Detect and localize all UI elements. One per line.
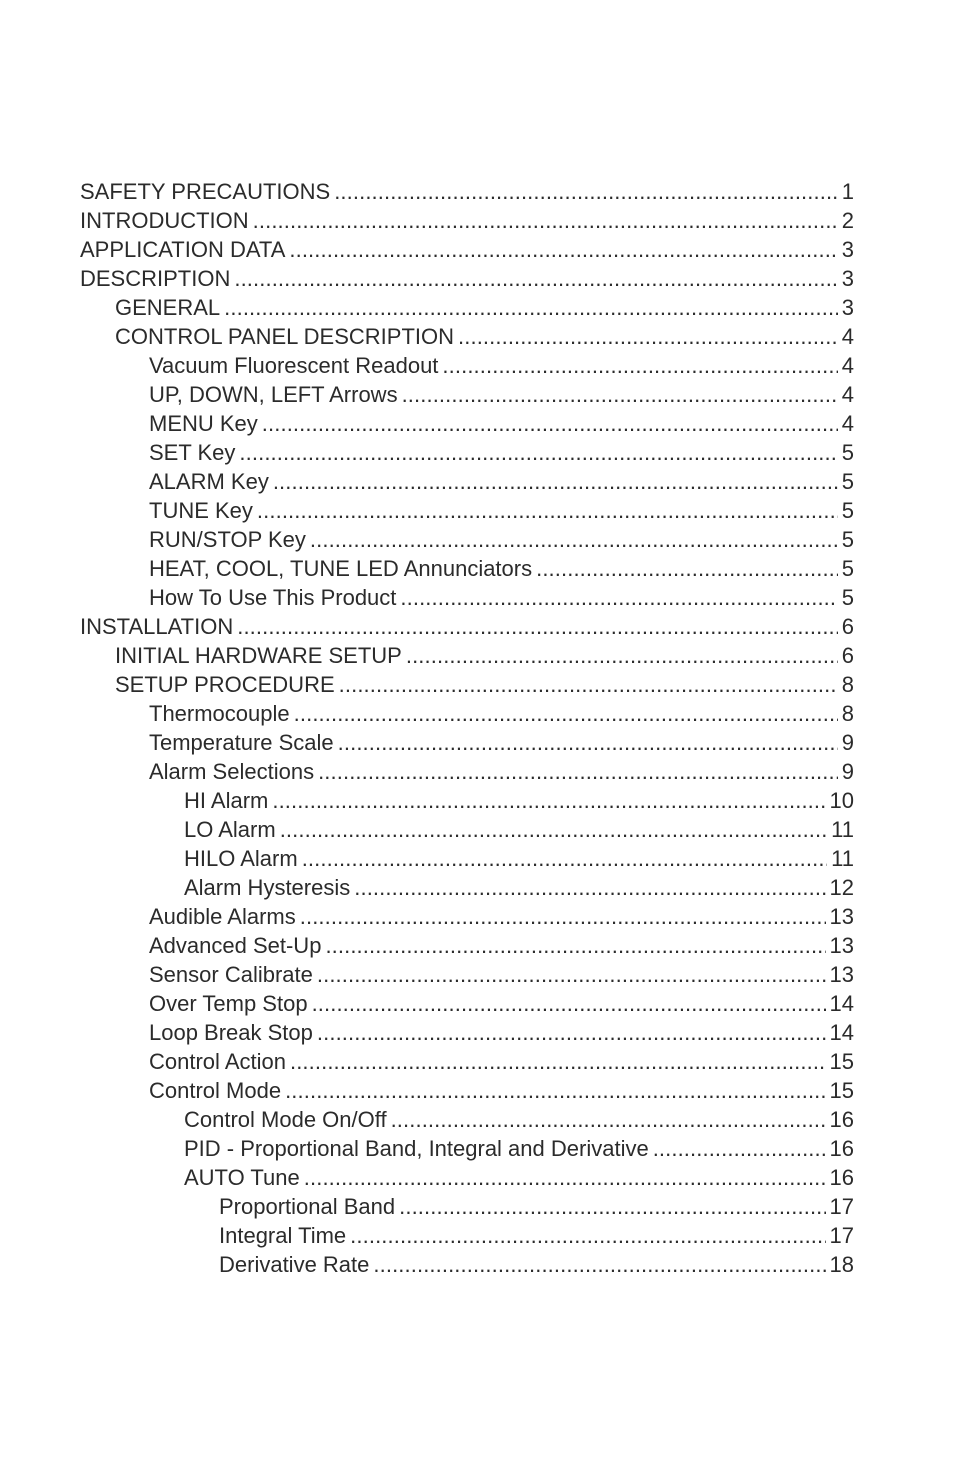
toc-entry-title: LO Alarm: [184, 817, 276, 842]
toc-entry-title: Alarm Hysteresis: [184, 875, 351, 900]
toc-entry[interactable]: [80, 1192, 854, 1221]
toc-entry-title: GENERAL: [115, 295, 221, 320]
toc-entry-page-number: 5: [841, 469, 854, 494]
dot-leader: [285, 1076, 825, 1105]
toc-entry-title: HEAT, COOL, TUNE LED Annunciators: [149, 556, 533, 581]
toc-entry-title: SETUP PROCEDURE: [115, 672, 335, 697]
toc-entry-page-number: 4: [841, 353, 854, 378]
toc-entry-title: HI Alarm: [184, 788, 269, 813]
toc-entry-page-number: 4: [841, 324, 854, 349]
toc-entry[interactable]: [80, 728, 854, 757]
toc-entry-title: PID - Proportional Band, Integral and Derivative: [184, 1136, 649, 1161]
toc-entry-title: Sensor Calibrate: [149, 962, 313, 987]
toc-entry[interactable]: [80, 525, 854, 554]
toc-entry[interactable]: [80, 815, 854, 844]
dot-leader: [253, 206, 838, 235]
toc-entry-page-number: 11: [831, 846, 854, 871]
dot-leader: [536, 554, 838, 583]
toc-entry-title: CONTROL PANEL DESCRIPTION: [115, 324, 455, 349]
toc-entry-title: SET Key: [149, 440, 236, 465]
dot-leader: [280, 815, 827, 844]
toc-entry-page-number: 8: [841, 672, 854, 697]
toc-entry-title: APPLICATION DATA: [80, 237, 286, 262]
toc-entry-page-number: 16: [829, 1107, 854, 1132]
toc-entry-page-number: 14: [829, 1020, 854, 1045]
dot-leader: [354, 873, 825, 902]
dot-leader: [391, 1105, 826, 1134]
toc-entry[interactable]: [80, 699, 854, 728]
toc-entry-page-number: 9: [841, 730, 854, 755]
dot-leader: [458, 322, 838, 351]
toc-entry-page-number: 13: [829, 933, 854, 958]
toc-entry[interactable]: [80, 293, 854, 322]
toc-entry[interactable]: [80, 1163, 854, 1192]
dot-leader: [339, 670, 838, 699]
dot-leader: [399, 1192, 825, 1221]
toc-entry-page-number: 15: [829, 1049, 854, 1074]
toc-entry-page-number: 5: [841, 498, 854, 523]
dot-leader: [257, 496, 838, 525]
toc-entry-page-number: 5: [841, 527, 854, 552]
dot-leader: [272, 786, 825, 815]
toc-entry-page-number: 18: [829, 1252, 854, 1277]
dot-leader: [304, 1163, 826, 1192]
toc-entry-page-number: 10: [829, 788, 854, 813]
toc-entry[interactable]: [80, 496, 854, 525]
dot-leader: [653, 1134, 826, 1163]
toc-entry[interactable]: [80, 1018, 854, 1047]
toc-entry[interactable]: [80, 1047, 854, 1076]
dot-leader: [338, 728, 838, 757]
toc-entry-page-number: 11: [831, 817, 854, 842]
toc-entry-page-number: 13: [829, 904, 854, 929]
toc-entry[interactable]: [80, 931, 854, 960]
toc-entry-page-number: 15: [829, 1078, 854, 1103]
dot-leader: [406, 641, 838, 670]
dot-leader: [325, 931, 825, 960]
toc-entry[interactable]: [80, 438, 854, 467]
toc-entry-page-number: 5: [841, 440, 854, 465]
toc-entry[interactable]: [80, 467, 854, 496]
toc-entry-page-number: 8: [841, 701, 854, 726]
toc-entry[interactable]: [80, 380, 854, 409]
dot-leader: [302, 844, 827, 873]
toc-entry-title: SAFETY PRECAUTIONS: [80, 179, 331, 204]
toc-entry[interactable]: [80, 989, 854, 1018]
toc-entry-title: Temperature Scale: [149, 730, 334, 755]
toc-entry-title: TUNE Key: [149, 498, 253, 523]
dot-leader: [400, 583, 837, 612]
toc-entry[interactable]: [80, 960, 854, 989]
toc-entry-page-number: 13: [829, 962, 854, 987]
toc-entry-page-number: 4: [841, 382, 854, 407]
dot-leader: [273, 467, 838, 496]
toc-entry[interactable]: [80, 583, 854, 612]
toc-entry-title: INTRODUCTION: [80, 208, 249, 233]
toc-entry-title: Integral Time: [219, 1223, 347, 1248]
dot-leader: [234, 264, 837, 293]
toc-entry[interactable]: [80, 757, 854, 786]
toc-entry[interactable]: [80, 612, 854, 641]
toc-entry[interactable]: [80, 235, 854, 264]
dot-leader: [289, 235, 837, 264]
dot-leader: [310, 525, 838, 554]
toc-entry-page-number: 16: [829, 1165, 854, 1190]
toc-entry[interactable]: [80, 1134, 854, 1163]
toc-entry-title: Derivative Rate: [219, 1252, 370, 1277]
toc-entry-title: Loop Break Stop: [149, 1020, 313, 1045]
toc-entry[interactable]: [80, 1076, 854, 1105]
toc-entry-title: INITIAL HARDWARE SETUP: [115, 643, 402, 668]
toc-entry-page-number: 16: [829, 1136, 854, 1161]
toc-entry-title: RUN/STOP Key: [149, 527, 306, 552]
toc-entry-title: HILO Alarm: [184, 846, 298, 871]
dot-leader: [294, 699, 838, 728]
dot-leader: [442, 351, 837, 380]
toc-entry-title: MENU Key: [149, 411, 258, 436]
toc-entry[interactable]: [80, 351, 854, 380]
toc-entry-page-number: 17: [829, 1223, 854, 1248]
toc-entry[interactable]: [80, 641, 854, 670]
toc-entry-page-number: 14: [829, 991, 854, 1016]
toc-entry-page-number: 1: [841, 179, 854, 204]
toc-entry-title: Audible Alarms: [149, 904, 296, 929]
dot-leader: [290, 1047, 826, 1076]
toc-entry-title: Over Temp Stop: [149, 991, 308, 1016]
dot-leader: [318, 757, 838, 786]
toc-entry[interactable]: [80, 322, 854, 351]
dot-leader: [262, 409, 838, 438]
toc-entry-page-number: 6: [841, 614, 854, 639]
toc-entry-page-number: 9: [841, 759, 854, 784]
toc-entry-title: How To Use This Product: [149, 585, 397, 610]
toc-entry-title: Control Mode On/Off: [184, 1107, 387, 1132]
toc-entry[interactable]: [80, 670, 854, 699]
dot-leader: [317, 1018, 826, 1047]
dot-leader: [350, 1221, 825, 1250]
dot-leader: [312, 989, 826, 1018]
toc-entry[interactable]: [80, 844, 854, 873]
toc-entry-page-number: 3: [841, 266, 854, 291]
toc-entry-page-number: 2: [841, 208, 854, 233]
toc-entry[interactable]: [80, 1221, 854, 1250]
dot-leader: [237, 612, 838, 641]
toc-entry-title: Vacuum Fluorescent Readout: [149, 353, 439, 378]
toc-entry[interactable]: [80, 786, 854, 815]
dot-leader: [317, 960, 826, 989]
dot-leader: [300, 902, 826, 931]
dot-leader: [334, 177, 838, 206]
toc-entry[interactable]: [80, 873, 854, 902]
toc-entry-page-number: 5: [841, 585, 854, 610]
toc-entry-page-number: 3: [841, 295, 854, 320]
toc-entry[interactable]: [80, 264, 854, 293]
toc-entry-page-number: 6: [841, 643, 854, 668]
dot-leader: [373, 1250, 825, 1279]
toc-entry-title: Alarm Selections: [149, 759, 315, 784]
toc-entry-title: UP, DOWN, LEFT Arrows: [149, 382, 398, 407]
toc-entry[interactable]: [80, 902, 854, 931]
toc-entry-title: AUTO Tune: [184, 1165, 300, 1190]
toc-entry-title: Advanced Set-Up: [149, 933, 322, 958]
toc-entry-page-number: 12: [829, 875, 854, 900]
toc-entry-title: Proportional Band: [219, 1194, 396, 1219]
toc-entry[interactable]: [80, 1105, 854, 1134]
toc-entry-page-number: 5: [841, 556, 854, 581]
toc-entry-title: Thermocouple: [149, 701, 290, 726]
toc-entry-title: Control Mode: [149, 1078, 282, 1103]
toc-entry-page-number: 4: [841, 411, 854, 436]
toc-entry[interactable]: [80, 177, 854, 206]
toc-entry-title: DESCRIPTION: [80, 266, 231, 291]
toc-entry[interactable]: [80, 206, 854, 235]
toc-entry-page-number: 3: [841, 237, 854, 262]
toc-entry-title: Control Action: [149, 1049, 286, 1074]
table-of-contents: [80, 177, 854, 1279]
toc-entry-page-number: 17: [829, 1194, 854, 1219]
toc-entry[interactable]: [80, 554, 854, 583]
dot-leader: [402, 380, 838, 409]
toc-entry[interactable]: [80, 409, 854, 438]
dot-leader: [239, 438, 837, 467]
toc-entry[interactable]: [80, 1250, 854, 1279]
toc-entry-title: ALARM Key: [149, 469, 269, 494]
toc-entry-title: INSTALLATION: [80, 614, 234, 639]
dot-leader: [224, 293, 838, 322]
